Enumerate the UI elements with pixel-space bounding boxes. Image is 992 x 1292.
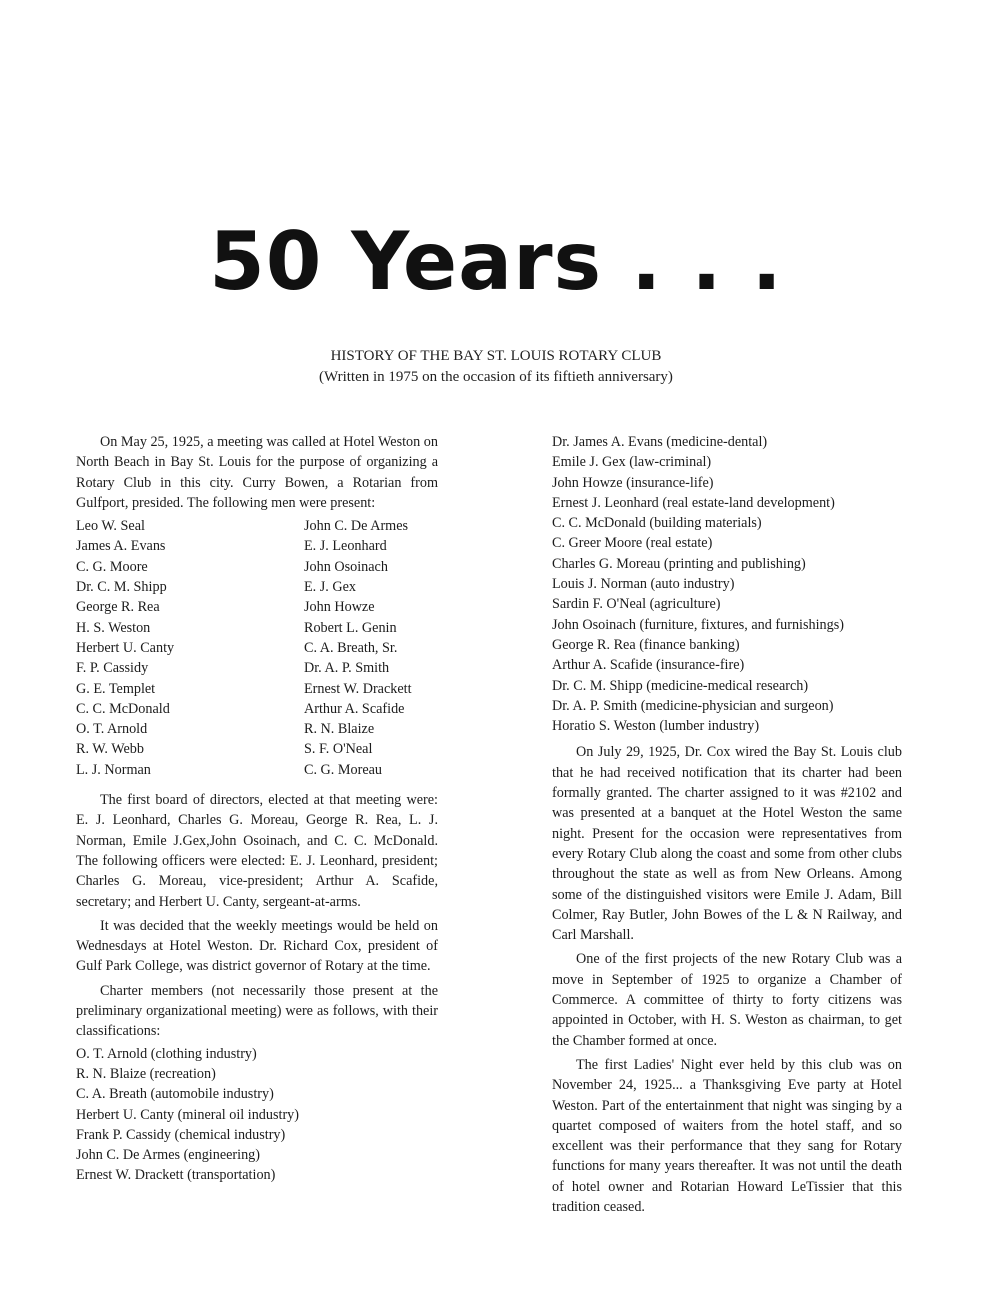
present-col-1 bbox=[76, 516, 304, 780]
list-item: Arthur A. Scafide (insurance-fire) bbox=[552, 657, 745, 674]
list-item: G. E. Templet bbox=[76, 680, 156, 697]
paragraph-ladies-night: The first Ladies' Night ever held by this club was on November 24, 1925... a Thanksgiving Eve party at Hotel Weston. Part of the entertainment that night was singing by a quartet composed of waiters from the hotel staff, and so excellent was their performance that they sang for Rotary functions for many years thereafter. It was not until the death of hotel owner and Rotarian Howard LeTissier that this tradition ceased. bbox=[552, 1056, 902, 1215]
list-item: George R. Rea (finance banking) bbox=[552, 636, 740, 653]
list-item: C. C. McDonald (building materials) bbox=[552, 515, 762, 532]
paragraph-board: The first board of directors, elected at that meeting were: E. J. Leonhard, Charles G. Moreau, George R. Rea, L. J. Norman, Emile J.Gex,John Osoinach, and C. C. McDonald. The following officers were elected: E. J. Leonhard, president; Charles G. Moreau, vice-president; Arthur A. Scafide, secretary; and Herbert U. Canty, sergeant-at-arms. bbox=[76, 792, 438, 910]
present-members-list bbox=[76, 516, 438, 780]
list-item: John C. De Armes (engineering) bbox=[76, 1147, 261, 1164]
list-item: E. J. Gex bbox=[304, 579, 357, 596]
list-item: Herbert U. Canty (mineral oil industry) bbox=[76, 1106, 300, 1123]
page-title: 50 Years . . . bbox=[209, 215, 783, 308]
list-item: C. A. Breath (automobile industry) bbox=[76, 1086, 274, 1103]
list-item: Emile J. Gex (law-criminal) bbox=[552, 454, 712, 471]
list-item: Robert L. Genin bbox=[304, 619, 397, 636]
list-item: R. N. Blaize (recreation) bbox=[76, 1065, 216, 1082]
list-item: Arthur A. Scafide bbox=[304, 700, 405, 717]
list-item: Sardin F. O'Neal (agriculture) bbox=[552, 596, 721, 613]
list-item: James A. Evans bbox=[76, 538, 166, 555]
list-item: John Howze (insurance-life) bbox=[552, 474, 714, 491]
subtitle-note: (Written in 1975 on the occasion of its fiftieth anniversary) bbox=[319, 369, 673, 385]
subtitle: HISTORY OF THE BAY ST. LOUIS ROTARY CLUB bbox=[330, 348, 662, 364]
paragraph-chamber: One of the first projects of the new Rotary Club was a move in September of 1925 to organize a Chamber of Commerce. A committee of thirty to forty citizens was appointed in October, with H. S. Weston as chairman, to get the Chamber formed at once. bbox=[552, 951, 902, 1049]
list-item: John C. De Armes bbox=[304, 518, 409, 535]
list-item: C. Greer Moore (real estate) bbox=[552, 535, 713, 552]
charter-members-list-continued bbox=[552, 432, 902, 736]
list-item: R. W. Webb bbox=[76, 741, 144, 758]
list-item: S. F. O'Neal bbox=[304, 741, 373, 758]
list-item: Dr. James A. Evans (medicine-dental) bbox=[552, 434, 768, 450]
list-item: John Osoinach (furniture, fixtures, and furnishings) bbox=[552, 616, 844, 633]
list-item: F. P. Cassidy bbox=[76, 660, 149, 677]
charter-members-list bbox=[76, 1044, 438, 1186]
list-item: John Osoinach bbox=[304, 558, 388, 575]
list-item: Dr. A. P. Smith bbox=[304, 660, 390, 677]
list-item: C. C. McDonald bbox=[76, 700, 170, 717]
right-column bbox=[552, 432, 902, 1217]
list-item: C. A. Breath, Sr. bbox=[304, 639, 398, 656]
list-item: L. J. Norman bbox=[76, 761, 151, 778]
paragraph-meetings: It was decided that the weekly meetings would be held on Wednesdays at Hotel Weston. Dr. Richard Cox, president of Gulf Park College, was district governor of Rotary at the time. bbox=[76, 917, 438, 975]
list-item: E. J. Leonhard bbox=[304, 538, 387, 555]
list-item: O. T. Arnold bbox=[76, 721, 148, 738]
list-item: Herbert U. Canty bbox=[76, 639, 175, 656]
paragraph-charter-granted: On July 29, 1925, Dr. Cox wired the Bay St. Louis club that he had received notification that its charter had been formally granted. The charter assigned to it was #2102 and was presented at a banquet at the Hotel Weston the same night. Present for the occasion were representatives from every Rotary Club along the coast and some from other clubs throughout the state as well as from New Orleans. Among some of the distinguished visitors were Emile J. Adam, Bill Colmer, Ray Butler, John Bowes of the L & N Railway, and Carl Marshall. bbox=[552, 744, 902, 944]
list-item: C. G. Moreau bbox=[304, 761, 383, 778]
list-item: Charles G. Moreau (printing and publishing) bbox=[552, 555, 806, 572]
list-item: Dr. A. P. Smith (medicine-physician and surgeon) bbox=[552, 697, 834, 714]
list-item: Horatio S. Weston (lumber industry) bbox=[552, 718, 760, 735]
list-item: Ernest J. Leonhard (real estate-land development) bbox=[552, 494, 835, 511]
list-item: R. N. Blaize bbox=[304, 721, 375, 738]
list-item: Leo W. Seal bbox=[76, 518, 145, 535]
present-col-2 bbox=[304, 516, 438, 780]
list-item: George R. Rea bbox=[76, 599, 160, 616]
list-item: Louis J. Norman (auto industry) bbox=[552, 576, 735, 593]
list-item: Frank P. Cassidy (chemical industry) bbox=[76, 1126, 286, 1143]
list-item: C. G. Moore bbox=[76, 558, 148, 575]
list-item: O. T. Arnold (clothing industry) bbox=[76, 1045, 257, 1062]
list-item: Dr. C. M. Shipp bbox=[76, 579, 167, 596]
list-item: H. S. Weston bbox=[76, 619, 151, 636]
left-column bbox=[76, 432, 438, 1192]
list-item: Dr. C. M. Shipp (medicine-medical research) bbox=[552, 677, 809, 694]
paragraph-meeting: On May 25, 1925, a meeting was called at Hotel Weston on North Beach in Bay St. Louis for the purpose of organizing a Rotary Club in this city. Curry Bowen, a Rotarian from Gulfport, presided. The following men were present: bbox=[76, 434, 438, 511]
list-item: Ernest W. Drackett bbox=[304, 680, 412, 697]
paragraph-charter-intro: Charter members (not necessarily those present at the preliminary organizational meeting) were as follows, with their classifications: bbox=[76, 982, 438, 1040]
list-item: John Howze bbox=[304, 599, 375, 616]
list-item: Ernest W. Drackett (transportation) bbox=[76, 1167, 276, 1184]
subtitle-block bbox=[0, 346, 992, 388]
